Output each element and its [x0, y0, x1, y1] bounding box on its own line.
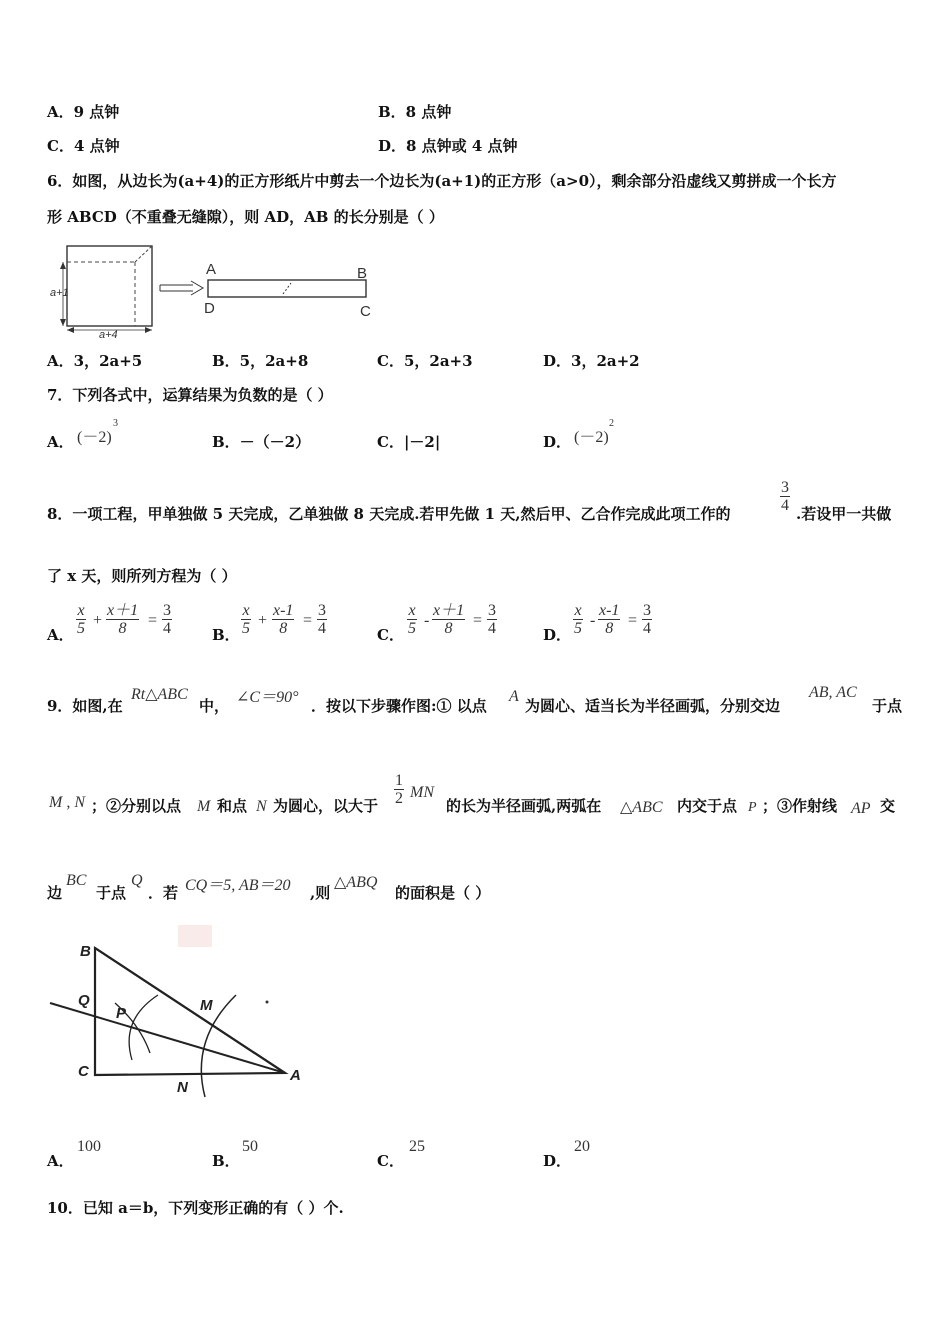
q9-stain [178, 925, 212, 947]
q9-point-q: Q [131, 872, 143, 889]
q9-point-m: M [197, 798, 211, 815]
q9-option-b-value: 50 [242, 1138, 258, 1155]
q8-stem-line1-tail: .若设甲一共做 [796, 505, 892, 523]
q6-option-a: A．3，2a+5 [47, 352, 143, 370]
q7-option-c: C．|－2| [377, 433, 441, 451]
q8-b-frac2: x-1 8 [273, 602, 294, 637]
q7-option-a-base: (－2) [77, 429, 112, 446]
q5-option-d: D．8 点钟或 4 点钟 [378, 137, 518, 155]
q9-point-p: P [748, 800, 757, 815]
q9-figure [40, 925, 320, 1100]
q8-c-op: - [424, 612, 430, 629]
q8-frac-num: 3 [781, 479, 789, 496]
q9-option-a-value: 100 [77, 1138, 101, 1155]
q8-label-b: B． [212, 626, 240, 644]
q9-l1-c: ．按以下步骤作图:① 以点 [311, 697, 487, 715]
q9-l2-c: 为圆心，以大于 [273, 797, 379, 815]
q8-c-eq: = [473, 612, 483, 629]
q6-figure [45, 238, 385, 338]
q7-option-d-exp: 2 [609, 418, 614, 429]
q9-dot [266, 1001, 269, 1004]
q9-label-a: A． [47, 1152, 74, 1170]
q10-stem: 10．已知 a＝b，下列变形正确的有（ ）个. [47, 1199, 344, 1217]
q9-fig-q: Q [78, 992, 90, 1009]
q6-label-c: C [360, 303, 371, 320]
q9-angle-c: ∠C＝90° [236, 689, 299, 706]
q9-l2-f: ；③作射线 [762, 797, 838, 815]
q9-l1-a: 9．如图,在 [47, 697, 123, 715]
q9-side-bc: BC [66, 872, 87, 889]
q9-fig-p: P [116, 1005, 127, 1022]
q9-l1-e: 于点 [872, 697, 903, 715]
q9-rt-abc: Rt△ABC [131, 686, 188, 703]
q9-triangle-abq: △ABQ [334, 874, 378, 891]
q6-side-label: a+1 [50, 287, 69, 299]
q9-fig-n: N [177, 1079, 188, 1096]
q9-label-d: D． [543, 1152, 572, 1170]
q6-stem-line2: 形 ABCD（不重叠无缝隙），则 AD，AB 的长分别是（ ） [47, 208, 444, 226]
q9-label-b: B． [212, 1152, 240, 1170]
q8-d-frac1: x 5 [574, 602, 582, 637]
q5-option-b: B．8 点钟 [378, 103, 452, 121]
q8-frac-den: 4 [781, 497, 789, 514]
q6-rect-dash [283, 283, 291, 294]
q9-label-c: C． [377, 1152, 404, 1170]
q8-d-op: - [590, 612, 596, 629]
q8-d-frac2: x-1 8 [599, 602, 620, 637]
q8-stem-line2: 了 x 天，则所列方程为（ ） [47, 567, 237, 585]
q6-option-b: B．5，2a+8 [212, 352, 309, 370]
q8-c-frac3: 3 4 [488, 602, 496, 637]
q8-b-eq: = [303, 612, 313, 629]
q9-l1-b: 中， [199, 697, 230, 715]
q8-label-a: A． [47, 626, 74, 644]
q9-condition: CQ＝5, AB＝20 [185, 877, 291, 894]
q8-a-frac3: 3 4 [163, 602, 171, 637]
q8-b-frac1: x 5 [242, 602, 250, 637]
q6-label-a: A [206, 261, 217, 278]
q8-d-frac3: 3 4 [643, 602, 651, 637]
q7-stem: 7．下列各式中，运算结果为负数的是（ ） [47, 386, 333, 404]
q6-option-c: C．5，2a+3 [377, 352, 473, 370]
q9-l2-e: 内交于点 [677, 797, 738, 815]
q9-fig-a: A [290, 1067, 301, 1084]
q9-fig-c: C [78, 1063, 89, 1080]
q6-option-d: D．3，2a+2 [543, 352, 640, 370]
q7-label-a: A． [47, 433, 74, 451]
q7-option-b: B．－（－2） [212, 433, 311, 451]
q7-option-a-exp: 3 [113, 418, 118, 429]
q6-label-b: B [357, 265, 368, 282]
q9-l3-a: 边 [47, 884, 63, 902]
q8-fraction [780, 479, 790, 514]
q7-label-d: D． [543, 433, 572, 451]
q9-triangle-abc: △ABC [620, 799, 663, 816]
q5-option-c: C．4 点钟 [47, 137, 120, 155]
q6-bottom-label: a+4 [99, 329, 118, 338]
q8-a-frac2: x＋1 8 [107, 602, 139, 637]
q9-mn-length: MN [410, 784, 434, 801]
q8-label-d: D． [543, 626, 572, 644]
q8-b-op: + [258, 612, 268, 629]
q8-b-frac3: 3 4 [318, 602, 326, 637]
q9-l2-d: 的长为半径画弧,两弧在 [446, 797, 602, 815]
q6-stem-line1: 6．如图，从边长为(a+4)的正方形纸片中剪去一个边长为(a+1)的正方形（a>0），剩余部分沿虚线又剪拼成一个长方 [47, 172, 837, 190]
q9-option-d-value: 20 [574, 1138, 590, 1155]
q9-ray-ap: AP [851, 800, 871, 817]
q6-diagonal-cut [135, 246, 152, 262]
q9-l3-d: ,则 [310, 884, 331, 902]
q8-c-frac2: x＋1 8 [433, 602, 465, 637]
q8-c-frac1: x 5 [408, 602, 416, 637]
q9-mn: M , N [49, 794, 85, 811]
q8-stem-line1: 8．一项工程，甲单独做 5 天完成，乙单独做 8 天完成.若甲先做 1 天,然后甲、乙合作完成此项工作的 [47, 505, 731, 523]
q9-point-a: A [509, 688, 519, 705]
q8-a-eq: = [148, 612, 158, 629]
q9-fig-m: M [200, 997, 213, 1014]
q9-option-c-value: 25 [409, 1138, 425, 1155]
q9-l3-b: 于点 [96, 884, 127, 902]
q9-l3-e: 的面积是（ ） [395, 884, 491, 902]
q9-l2-a: ；②分别以点 [91, 797, 182, 815]
q6-arrow [160, 281, 203, 295]
q8-d-eq: = [628, 612, 638, 629]
q9-half: 1 2 [395, 772, 403, 807]
q8-label-c: C． [377, 626, 404, 644]
q9-point-n: N [256, 798, 267, 815]
q8-a-op: + [93, 612, 103, 629]
q9-ab-ac: AB, AC [809, 684, 857, 701]
q9-fig-b: B [80, 943, 91, 960]
q9-l2-g: 交 [880, 797, 896, 815]
q9-l1-d: 为圆心、适当长为半径画弧，分别交边 [525, 697, 781, 715]
q9-l2-b: 和点 [217, 797, 248, 815]
q6-label-d: D [204, 300, 215, 317]
q9-l3-c: ．若 [148, 884, 179, 902]
q6-rectangle [208, 280, 366, 297]
q7-option-d-base: (－2) [574, 429, 609, 446]
q5-option-a: A．9 点钟 [47, 103, 120, 121]
q8-a-frac1: x 5 [77, 602, 85, 637]
